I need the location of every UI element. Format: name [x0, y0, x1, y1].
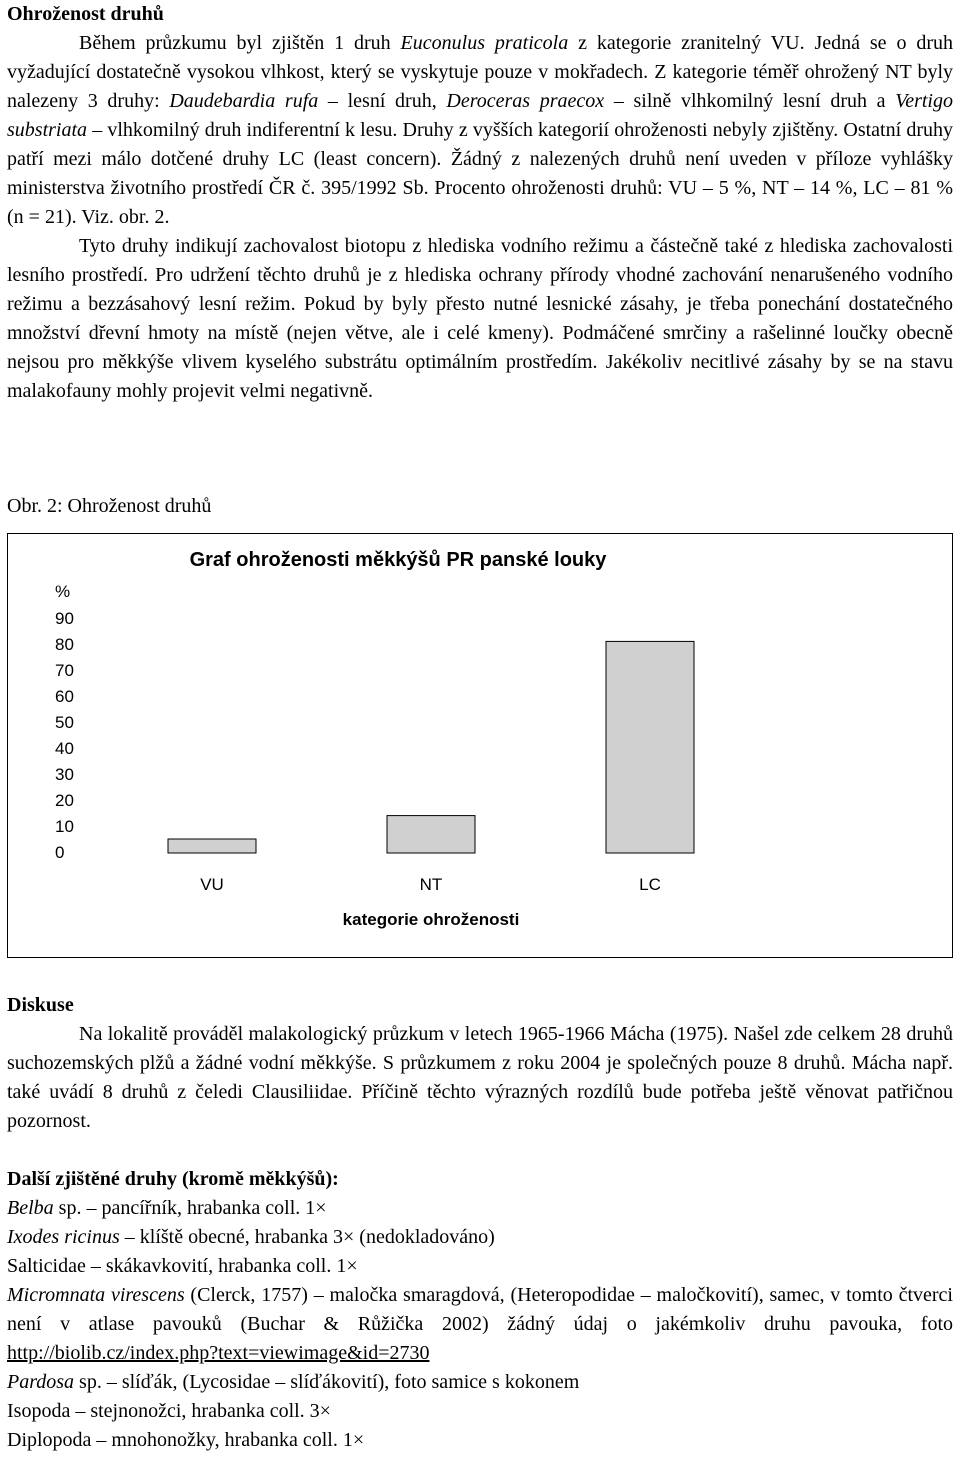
species-list-item — [7, 1194, 953, 1223]
chart-title: Graf ohroženosti měkkýšů PR panské louky — [189, 549, 607, 571]
x-tick-label: VU — [200, 875, 224, 894]
species-description: Salticidae – skákavkovití, hrabanka coll. 1× — [7, 1255, 358, 1277]
threat-section — [7, 0, 953, 406]
section-heading-discussion: Diskuse — [7, 994, 74, 1016]
bar-nt — [387, 816, 475, 853]
species-description: sp. – slíďák, (Lycosidae – slíďákovití), foto samice s kokonem — [74, 1371, 580, 1393]
y-tick-label: 50 — [55, 713, 74, 732]
y-tick-label: 90 — [55, 609, 74, 628]
species-list-item — [7, 1223, 953, 1252]
text-run: Během průzkumu byl zjištěn 1 druh — [79, 32, 401, 54]
species-description: Diplopoda – mnohonožky, hrabanka coll. 1× — [7, 1429, 365, 1451]
section-heading-threat: Ohroženost druhů — [7, 3, 164, 25]
discussion-section — [7, 991, 953, 1136]
text-run: z kategorie zranitelný VU. Jedná se o druh vyžadující dostatečně vysokou vlhkost, který se vyskytuje pouze v mokřadech. Z kategorie téměř ohrožený NT byly nalezeny 3 druhy: — [7, 32, 954, 112]
y-tick-label: 30 — [55, 765, 74, 784]
text-run: – lesní druh, — [318, 90, 447, 112]
species-description: Isopoda – stejnonožci, hrabanka coll. 3× — [7, 1400, 331, 1422]
species-list-item — [7, 1397, 953, 1426]
y-tick-label: 10 — [55, 817, 74, 836]
text-run: – silně vlhkomilný lesní druh a — [604, 90, 896, 112]
species-description: – klíště obecné, hrabanka 3× (nedokladováno) — [119, 1226, 495, 1248]
species-description: (Clerck, 1757) – maločka smaragdová, (Heteropodidae – maločkovití), samec, v tomto čtverci není v atlase pavouků (Buchar & Růžička 2002) žádný údaj o jakémkoliv druhu pavouka, foto — [7, 1284, 953, 1335]
species-name: Euconulus praticola — [400, 32, 569, 54]
y-tick-label: 70 — [55, 661, 74, 680]
threat-paragraph-1 — [7, 29, 953, 232]
bar-vu — [168, 839, 256, 853]
species-name: Belba — [7, 1197, 54, 1219]
photo-link[interactable]: http://biolib.cz/index.php?text=viewimage&id=2730 — [7, 1342, 430, 1364]
species-list-item — [7, 1252, 953, 1281]
x-tick-label: NT — [419, 875, 443, 894]
text-run: – vlhkomilný druh indiferentní k lesu. Druhy z vyšších kategorií ohroženosti nebyly zjištěny. Ostatní druhy patří mezi málo dotčené druhy LC (least concern). Žádný z nalezených druhů není uveden v příloze vyhlášky ministerstva životního prostředí ČR č. 395/1992 Sb. Procento ohroženosti druhů: VU – 5 %, NT – 14 %, LC – 81 % (n = 21). Viz. obr. 2. — [7, 119, 953, 228]
discussion-paragraph: Na lokalitě prováděl malakologický průzkum v letech 1965-1966 Mácha (1975). Našel zde celkem 28 druhů suchozemských plžů a žádné vodní měkkýše. S průzkumem z roku 2004 je společných pouze 8 druhů. Mácha např. také uvádí 8 druhů z čeledi Clausiliidae. Příčině těchto výrazných rozdílů bude potřeba ještě věnovat patřičnou pozornost. — [7, 1023, 953, 1132]
section-heading-other-species: Další zjištěné druhy (kromě měkkýšů): — [7, 1168, 339, 1190]
y-tick-label: 60 — [55, 687, 74, 706]
species-list-item — [7, 1281, 953, 1368]
species-name: Ixodes ricinus — [7, 1226, 120, 1248]
chart-canvas — [8, 534, 952, 957]
species-list-item — [7, 1368, 953, 1397]
species-name: Daudebardia rufa — [169, 90, 319, 112]
species-name: Micromnata virescens — [7, 1284, 185, 1306]
threat-paragraph-2: Tyto druhy indikují zachovalost biotopu z hlediska vodního režimu a částečně také z hlediska zachovalosti lesního prostředí. Pro udržení těchto druhů je z hlediska ochrany přírody vhodné zachování nenarušeného vodního režimu a bezzásahový lesní režim. Pokud by byly přesto nutné lesnické zásahy, je třeba ponechání dostatečného množství dřevní hmoty na místě (nejen větve, ale i celé kmeny). Podmáčené smrčiny a rašelinné loučky obecně nejsou pro měkkýše vlivem kyselého substrátu optimálním prostředím. Jakékoliv necitlivé zásahy by se na stavu malakofauny mohly projevit velmi negativně. — [7, 235, 953, 402]
species-list — [7, 1194, 953, 1455]
bar-lc — [606, 641, 694, 853]
y-axis-label: % — [55, 582, 71, 601]
threat-chart — [7, 533, 953, 958]
other-species-section — [7, 1165, 953, 1455]
species-name: Deroceras praecox — [446, 90, 605, 112]
species-name: Vertigo substriata — [7, 90, 953, 141]
species-name: Pardosa — [7, 1371, 75, 1393]
y-tick-label: 0 — [55, 843, 65, 862]
figure-caption: Obr. 2: Ohroženost druhů — [7, 495, 212, 517]
y-tick-label: 20 — [55, 791, 74, 810]
x-axis-label: kategorie ohroženosti — [342, 910, 520, 929]
y-tick-label: 40 — [55, 739, 74, 758]
y-tick-label: 80 — [55, 635, 74, 654]
species-description: sp. – pancířník, hrabanka coll. 1× — [53, 1197, 327, 1219]
x-tick-label: LC — [639, 875, 661, 894]
species-list-item — [7, 1426, 953, 1455]
